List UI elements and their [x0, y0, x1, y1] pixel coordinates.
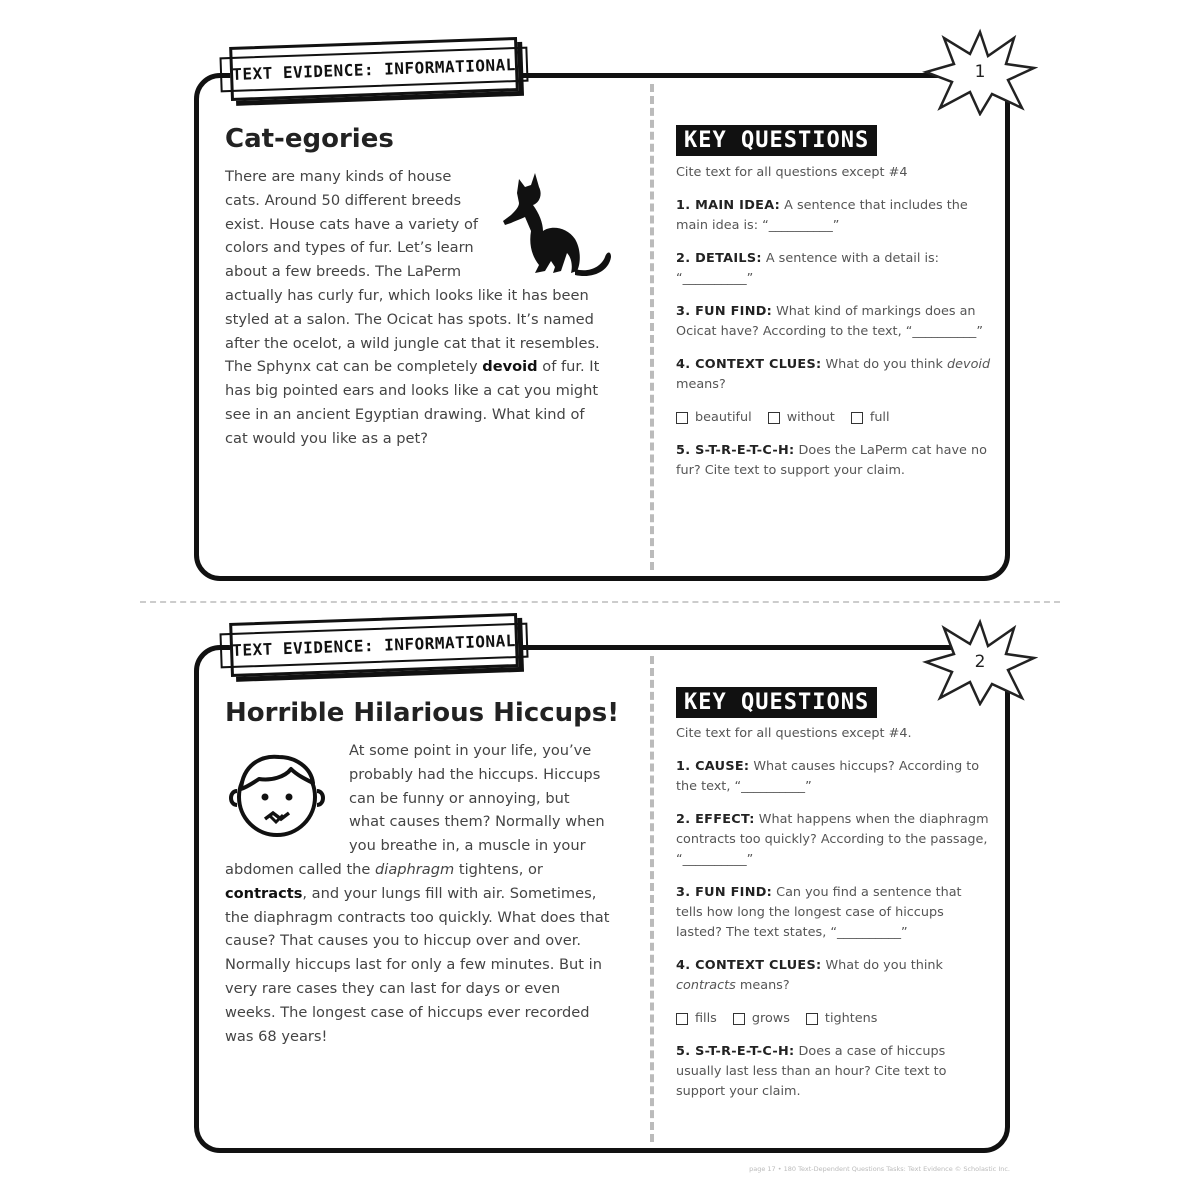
card-1-question-5: 5. S-T-R-E-T-C-H: Does the LaPerm cat have no fur? Cite text to support your claim.	[676, 443, 987, 478]
card-1-question-1: 1. MAIN IDEA: A sentence that includes the main idea is: “__________”	[676, 198, 968, 233]
card-2-answer-options	[676, 1009, 991, 1029]
card-2-label: TEXT EVIDENCE: INFORMATIONAL	[220, 622, 529, 668]
card-2-question-1: 1. CAUSE: What causes hiccups? According to the text, “__________”	[676, 759, 980, 794]
checkbox-icon[interactable]	[806, 1013, 818, 1025]
card-1-number: 1	[974, 62, 986, 82]
option-checkbox[interactable]: beautiful	[676, 408, 752, 428]
cut-line	[140, 601, 1060, 603]
card-1-number-badge	[922, 28, 1038, 116]
card-1-key-questions-heading: KEY QUESTIONS	[676, 125, 877, 156]
card-2-passage-text-b: tightens, or	[454, 860, 543, 878]
card-1-passage-text-a: There are many kinds of house cats. Around 50 different breeds exist. House cats have a variety of colors and types of fur. Let’s learn about a few breeds. The LaPerm actually has curly fur, which looks like it has been styled at a salon. The Ocicat has spots. It’s named after the ocelot, a wild jungle cat that it resembles. The Sphynx cat can be completely	[225, 168, 600, 376]
page-footer: page 17 • 180 Text-Dependent Questions Tasks: Text Evidence © Scholastic Inc.	[749, 1165, 1010, 1173]
card-1-question-4: 4. CONTEXT CLUES: What do you think devoid means?	[676, 357, 991, 392]
option-checkbox[interactable]: fills	[676, 1009, 717, 1029]
card-2-question-4: 4. CONTEXT CLUES: What do you think contracts means?	[676, 958, 943, 993]
checkbox-icon[interactable]	[676, 412, 688, 424]
card-2-question-5: 5. S-T-R-E-T-C-H: Does a case of hiccups usually last less than an hour? Cite text to support your claim.	[676, 1044, 947, 1099]
column-divider	[650, 84, 654, 570]
vocab-word-devoid: devoid	[482, 358, 538, 376]
card-2-instruction: Cite text for all questions except #4.	[676, 726, 912, 741]
cat-silhouette-icon	[489, 169, 614, 279]
card-1-question-2: 2. DETAILS: A sentence with a detail is: “__________”	[676, 251, 939, 286]
checkbox-icon[interactable]	[851, 412, 863, 424]
card-2-passage-text-a: At some point in your life, you’ve probably had the hiccups. Hiccups can be funny or annoying, but what causes them? Normally when you breathe in, a muscle in your abdomen called the	[225, 742, 605, 878]
checkbox-icon[interactable]	[733, 1013, 745, 1025]
card-2-key-questions-heading: KEY QUESTIONS	[676, 687, 877, 718]
card-1-title: Cat-egories	[225, 124, 394, 154]
card-1-questions	[676, 163, 991, 494]
option-checkbox[interactable]: full	[851, 408, 890, 428]
term-diaphragm: diaphragm	[375, 860, 455, 878]
vocab-word-contracts: contracts	[225, 884, 303, 902]
card-2-questions	[676, 724, 991, 1115]
card-2-number: 2	[974, 652, 986, 672]
hiccup-face-icon	[225, 739, 341, 857]
option-checkbox[interactable]: without	[768, 408, 835, 428]
card-2-question-2: 2. EFFECT: What happens when the diaphragm contracts too quickly? According to the passage, “__________”	[676, 812, 989, 867]
card-1-instruction: Cite text for all questions except #4	[676, 165, 908, 180]
card-1-label: TEXT EVIDENCE: INFORMATIONAL	[220, 46, 529, 92]
card-2-label-tab	[229, 613, 519, 677]
checkbox-icon[interactable]	[768, 412, 780, 424]
card-1-passage	[225, 165, 610, 451]
card-2-number-badge	[922, 618, 1038, 706]
card-2-question-3: 3. FUN FIND: Can you find a sentence that tells how long the longest case of hiccups lasted? The text states, “__________”	[676, 885, 962, 940]
card-1-question-3: 3. FUN FIND: What kind of markings does an Ocicat have? According to the text, “__________”	[676, 304, 983, 339]
column-divider	[650, 656, 654, 1142]
card-2-title: Horrible Hilarious Hiccups!	[225, 698, 620, 728]
option-checkbox[interactable]: grows	[733, 1009, 790, 1029]
card-2-passage-text-c: , and your lungs fill with air. Sometimes, the diaphragm contracts too quickly. What does that cause? That causes you to hiccup over and over. Normally hiccups last for only a few minutes. But in very rare cases they can last for days or even weeks. The longest case of hiccups ever recorded was 68 years!	[225, 884, 610, 1045]
card-2-passage	[225, 739, 610, 1048]
checkbox-icon[interactable]	[676, 1013, 688, 1025]
card-1-label-tab	[229, 37, 519, 101]
card-1-passage-text-b: of fur. It has big pointed ears and looks like a cat you might see in an ancient Egyptian drawing. What kind of cat would you like as a pet?	[225, 358, 600, 447]
card-1-answer-options	[676, 408, 991, 428]
option-checkbox[interactable]: tightens	[806, 1009, 877, 1029]
